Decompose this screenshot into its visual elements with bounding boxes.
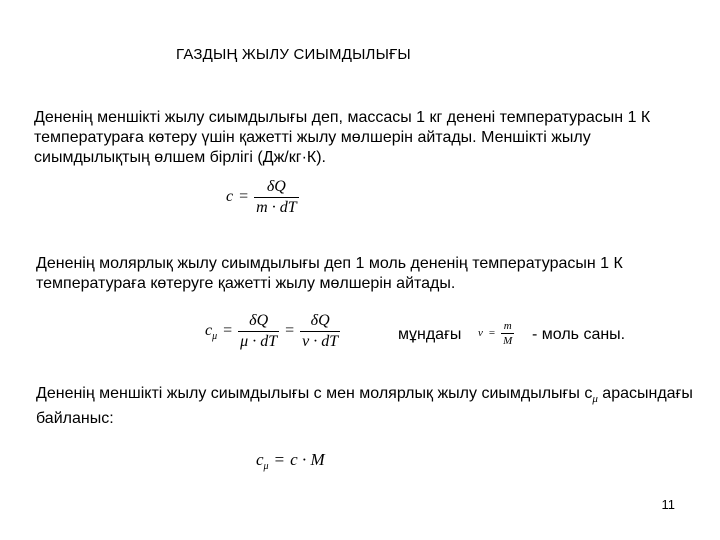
paragraph-relation-subscript: μ xyxy=(592,393,598,405)
formula-lhs: c xyxy=(226,188,234,206)
formula-numerator: m xyxy=(503,320,512,332)
formula-numerator: δQ xyxy=(266,178,286,195)
formula-fraction-2 xyxy=(300,312,340,351)
formula-denominator: μ · dT xyxy=(240,333,278,350)
formula-denominator: M xyxy=(503,335,513,347)
formula-fraction-1 xyxy=(238,312,279,351)
paragraph-relation-text-2: арасындағы байланыс: xyxy=(36,385,693,427)
formula-equals: = xyxy=(239,188,249,206)
formula-denominator: m · dT xyxy=(256,199,297,216)
paragraph-molar-heat: Дененің молярлық жылу сиымдылығы деп 1 моль дененің температурасын 1 К температураға көтеруге қажетті жылу мөлшерін айтады. xyxy=(36,255,623,292)
formula-lhs: c xyxy=(205,322,213,340)
formula-equals-2: = xyxy=(285,322,295,340)
formula-equals: = xyxy=(488,327,496,340)
formula-moles xyxy=(478,320,514,347)
formula-lhs-subscript: μ xyxy=(263,461,269,472)
formula-numerator: δQ xyxy=(310,312,330,329)
slide-title: ГАЗДЫҢ ЖЫЛУ СИЫМДЫЛЫҒЫ xyxy=(176,46,411,63)
paragraph-specific-heat: Дененің меншікті жылу сиымдылығы деп, массасы 1 кг денені температурасын 1 К температураға көтеру үшін қажетті жылу мөлшерін айтады. Меншікті жылу сиымдылықтың өлшем бірлігі (Дж/кг·К). xyxy=(34,109,651,166)
page-number: 11 xyxy=(661,497,675,512)
formula-fraction xyxy=(501,320,514,347)
formula-relation xyxy=(256,450,325,472)
paragraph-relation-text-1: Дененің меншікті жылу сиымдылығы с мен молярлық жылу сиымдылығы с xyxy=(36,385,593,402)
formula-specific-heat xyxy=(226,178,299,217)
formula-denominator: ν · dT xyxy=(302,333,339,350)
formula-equals: = xyxy=(274,450,285,469)
formula-lhs-subscript: μ xyxy=(212,331,218,343)
formula-molar-heat xyxy=(205,312,340,351)
formula-lhs: ν xyxy=(478,327,483,340)
formula-lhs: c xyxy=(256,450,264,469)
label-mole-count: - моль саны. xyxy=(532,326,626,343)
formula-equals: = xyxy=(223,322,233,340)
label-where: мұндағы xyxy=(398,326,462,343)
formula-fraction xyxy=(254,178,298,217)
formula-rhs: c · M xyxy=(290,450,325,469)
formula-numerator: δQ xyxy=(249,312,269,329)
paragraph-relation xyxy=(36,384,696,429)
